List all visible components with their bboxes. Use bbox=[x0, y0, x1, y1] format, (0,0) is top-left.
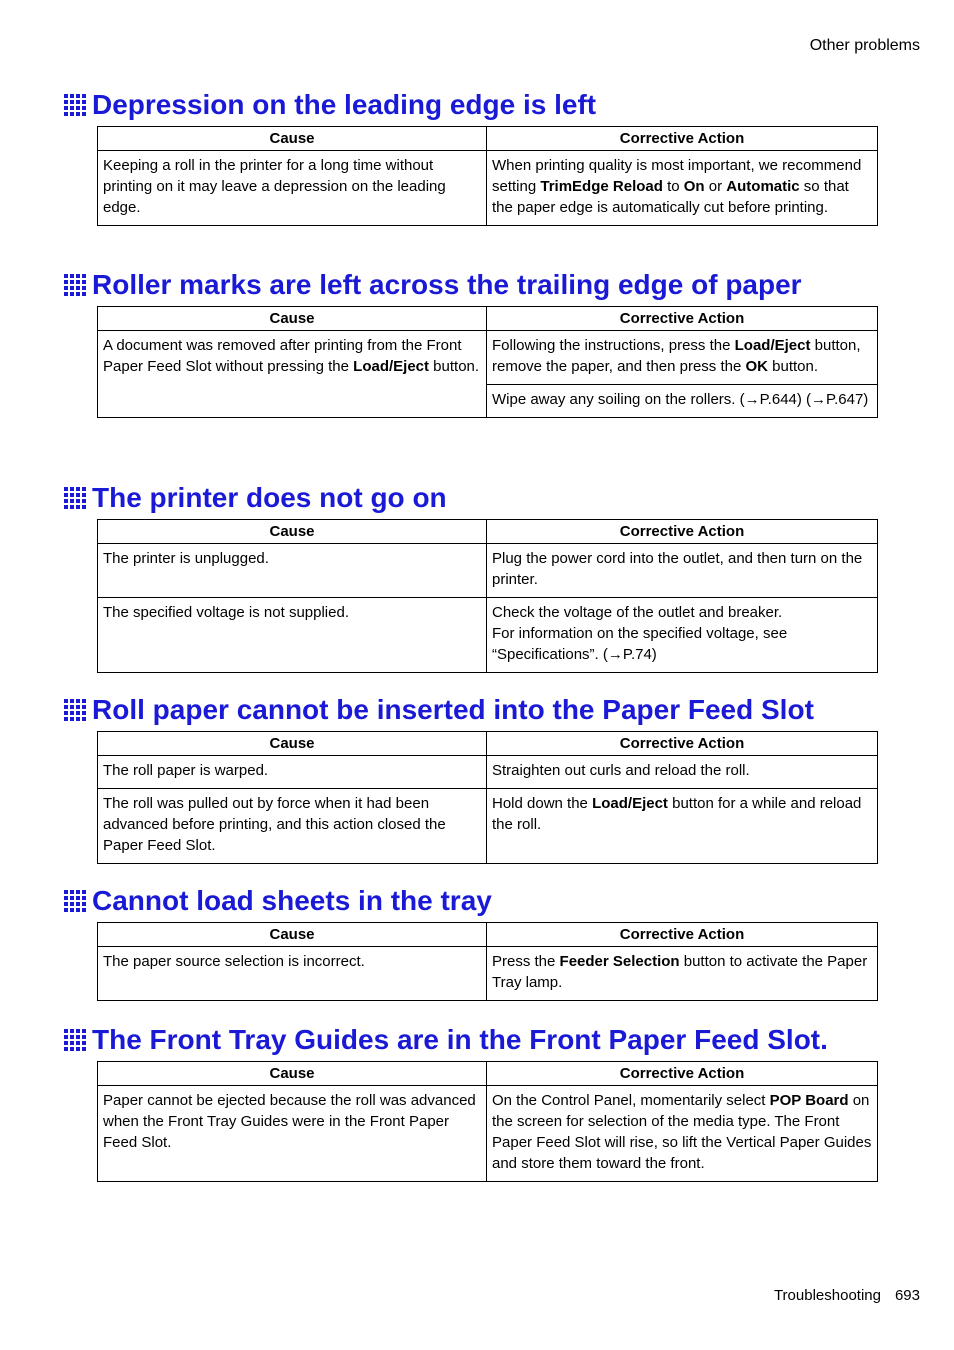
bold-term: Load/Eject bbox=[592, 795, 668, 812]
text-run: Paper cannot be ejected because the roll was advanced when the Front Tray Guides were in the Front Paper Feed Slot. bbox=[103, 1092, 476, 1151]
text-run: button. bbox=[768, 358, 819, 375]
text-run: Keeping a roll in the printer for a long time without printing on it may leave a depression on the leading edge. bbox=[103, 157, 446, 216]
cause-action-table bbox=[97, 306, 878, 418]
section-title-text: The Front Tray Guides are in the Front Paper Feed Slot. bbox=[92, 1024, 828, 1055]
bold-term: On bbox=[683, 178, 705, 195]
grid-bullet-icon bbox=[64, 699, 86, 721]
action-column-header: Corrective Action bbox=[487, 732, 878, 756]
cause-action-table bbox=[97, 922, 878, 1001]
grid-bullet-icon bbox=[64, 94, 86, 116]
table-row bbox=[98, 151, 878, 226]
running-header: Other problems bbox=[809, 37, 920, 54]
table-row bbox=[98, 1086, 878, 1182]
page-number: 693 bbox=[894, 1287, 920, 1304]
bold-term: Feeder Selection bbox=[559, 953, 680, 970]
section-title-text: Cannot load sheets in the tray bbox=[92, 885, 492, 916]
cause-column-header: Cause bbox=[98, 127, 487, 151]
cause-cell bbox=[98, 756, 487, 789]
text-run: Check the voltage of the outlet and breaker. For information on the specified voltage, see “Specifications”. (→P.74) bbox=[492, 604, 788, 663]
section-title-text: The printer does not go on bbox=[92, 482, 447, 513]
section-title bbox=[64, 1023, 877, 1057]
cause-action-table bbox=[97, 126, 878, 226]
table-row bbox=[98, 598, 878, 673]
text-run: button to activate the Paper Tray lamp. bbox=[492, 953, 868, 991]
text-run: button for a while and reload the roll. bbox=[492, 795, 862, 833]
action-cell bbox=[487, 947, 878, 1001]
section-the-front-tray-guides-are-in-the-front-paper-feed-slot bbox=[64, 1023, 877, 1182]
grid-bullet-icon bbox=[64, 487, 86, 509]
text-run: On the Control Panel, momentarily select bbox=[492, 1092, 770, 1109]
cause-cell bbox=[98, 947, 487, 1001]
cause-action-table bbox=[97, 519, 878, 673]
action-cell bbox=[487, 789, 878, 864]
table-row bbox=[98, 789, 878, 864]
text-run: button, remove the paper, and then press the bbox=[492, 337, 861, 375]
footer-chapter: Troubleshooting bbox=[773, 1287, 881, 1304]
text-run: The roll paper is warped. bbox=[103, 762, 269, 779]
section-title bbox=[64, 693, 877, 727]
bold-term: Automatic bbox=[726, 178, 800, 195]
text-run: Following the instructions, press the bbox=[492, 337, 735, 354]
text-run: Straighten out curls and reload the roll. bbox=[492, 762, 750, 779]
section-the-printer-does-not-go-on bbox=[64, 481, 877, 673]
text-run: on the screen for selection of the media type. The Front Paper Feed Slot will rise, so lift the Vertical Paper Guides and store them toward the front. bbox=[492, 1092, 872, 1172]
section-title bbox=[64, 268, 877, 302]
text-run: Plug the power cord into the outlet, and then turn on the printer. bbox=[492, 550, 863, 588]
action-column-header: Corrective Action bbox=[487, 520, 878, 544]
table-header-row bbox=[98, 732, 878, 756]
action-cell bbox=[487, 544, 878, 598]
grid-bullet-icon bbox=[64, 1029, 86, 1051]
text-run: The paper source selection is incorrect. bbox=[103, 953, 365, 970]
bold-term: OK bbox=[745, 358, 768, 375]
text-run: A document was removed after printing from the Front Paper Feed Slot without pressing the bbox=[103, 337, 462, 375]
action-column-header: Corrective Action bbox=[487, 1062, 878, 1086]
text-run: Wipe away any soiling on the rollers. (→P.644) (→P.647) bbox=[492, 391, 869, 408]
bold-term: Load/Eject bbox=[734, 337, 811, 354]
section-depression-on-the-leading-edge-is-left bbox=[64, 88, 877, 226]
cause-column-header: Cause bbox=[98, 923, 487, 947]
cause-column-header: Cause bbox=[98, 732, 487, 756]
cause-column-header: Cause bbox=[98, 1062, 487, 1086]
action-column-header: Corrective Action bbox=[487, 307, 878, 331]
section-title-text: Roll paper cannot be inserted into the Paper Feed Slot bbox=[92, 694, 814, 725]
text-run: or bbox=[704, 178, 727, 195]
text-run: The roll was pulled out by force when it had been advanced before printing, and this action closed the Paper Feed Slot. bbox=[103, 795, 446, 854]
table-header-row bbox=[98, 307, 878, 331]
section-roll-paper-cannot-be-inserted-into-the-paper-feed-slot bbox=[64, 693, 877, 864]
text-run: Press the bbox=[492, 953, 560, 970]
action-column-header: Corrective Action bbox=[487, 923, 878, 947]
text-run: The specified voltage is not supplied. bbox=[103, 604, 349, 621]
cause-column-header: Cause bbox=[98, 307, 487, 331]
action-cell bbox=[487, 1086, 878, 1182]
text-run: When printing quality is most important, we recommend setting bbox=[492, 157, 862, 195]
section-cannot-load-sheets-in-the-tray bbox=[64, 884, 877, 1001]
action-cell bbox=[487, 756, 878, 789]
bold-term: POP Board bbox=[769, 1092, 849, 1109]
table-row bbox=[98, 947, 878, 1001]
cause-cell bbox=[98, 598, 487, 673]
cause-cell bbox=[98, 1086, 487, 1182]
section-title-text: Depression on the leading edge is left bbox=[92, 89, 597, 120]
bold-term: Load/Eject bbox=[353, 358, 430, 375]
cause-column-header: Cause bbox=[98, 520, 487, 544]
text-run: The printer is unplugged. bbox=[103, 550, 269, 567]
running-footer bbox=[774, 1287, 920, 1304]
grid-bullet-icon bbox=[64, 274, 86, 296]
action-cell bbox=[487, 331, 878, 385]
table-row bbox=[98, 756, 878, 789]
table-header-row bbox=[98, 520, 878, 544]
section-title bbox=[64, 481, 877, 515]
table-row bbox=[98, 331, 878, 385]
action-cell bbox=[487, 598, 878, 673]
table-header-row bbox=[98, 1062, 878, 1086]
section-roller-marks-are-left-across-the-trailing-edge-of-paper bbox=[64, 268, 877, 418]
table-header-row bbox=[98, 127, 878, 151]
table-header-row bbox=[98, 923, 878, 947]
action-column-header: Corrective Action bbox=[487, 127, 878, 151]
section-title bbox=[64, 884, 877, 918]
grid-bullet-icon bbox=[64, 890, 86, 912]
cause-cell bbox=[98, 151, 487, 226]
action-cell bbox=[487, 151, 878, 226]
table-row bbox=[98, 544, 878, 598]
cause-action-table bbox=[97, 1061, 878, 1182]
text-run: button. bbox=[429, 358, 480, 375]
cause-cell bbox=[98, 331, 487, 418]
cause-cell bbox=[98, 789, 487, 864]
section-title-text: Roller marks are left across the trailing edge of paper bbox=[92, 269, 802, 300]
cause-action-table bbox=[97, 731, 878, 864]
bold-term: TrimEdge Reload bbox=[540, 178, 663, 195]
text-run: so that the paper edge is automatically cut before printing. bbox=[492, 178, 849, 216]
text-run: Hold down the bbox=[492, 795, 593, 812]
section-title bbox=[64, 88, 877, 122]
text-run: to bbox=[662, 178, 684, 195]
action-cell bbox=[487, 385, 878, 418]
cause-cell bbox=[98, 544, 487, 598]
